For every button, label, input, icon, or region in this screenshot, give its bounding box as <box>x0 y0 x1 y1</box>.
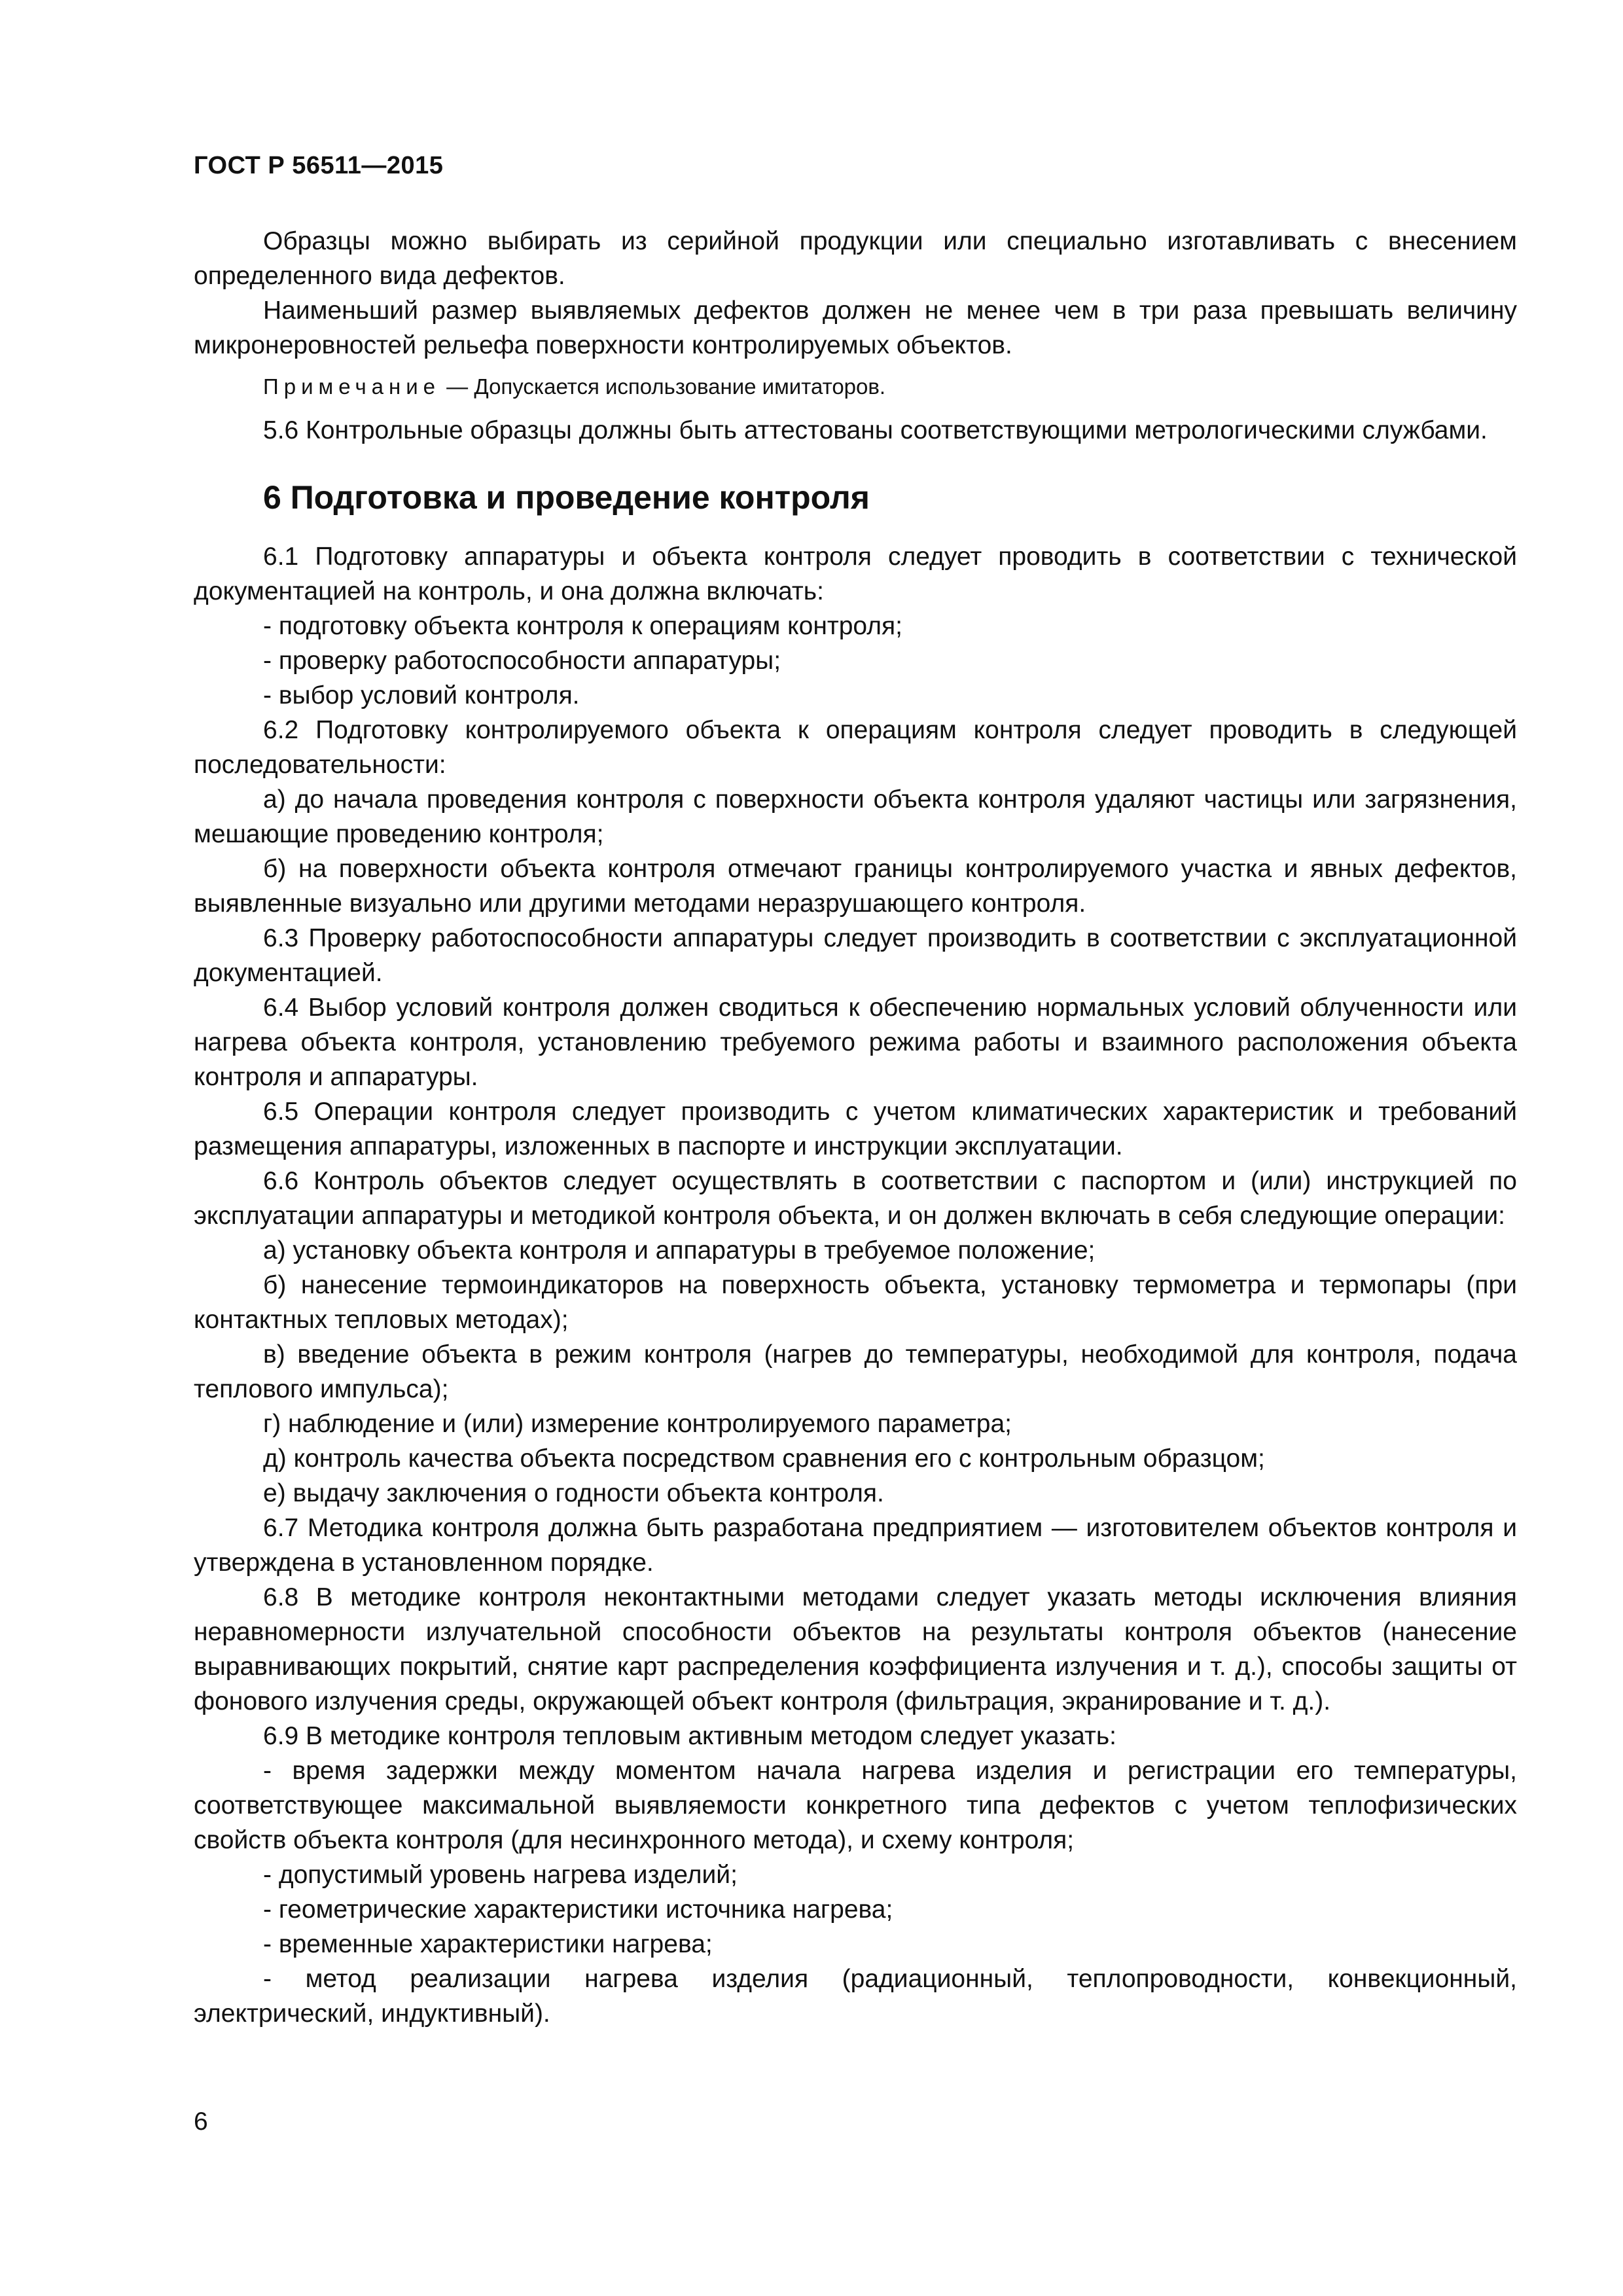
paragraph-6-5: 6.5 Операции контроля следует производить с учетом климатических характеристик и требований размещения аппаратуры, изложенных в паспорте и инструкции эксплуатации. <box>194 1098 1517 1160</box>
page-number: 6 <box>194 2108 208 2136</box>
paragraph-6-3: 6.3 Проверку работоспособности аппаратуры следует производить в соответствии с эксплуатационной документацией. <box>194 924 1517 987</box>
list-item: - проверку работоспособности аппаратуры; <box>263 647 781 675</box>
list-item: в) введение объекта в режим контроля (нагрев до температуры, необходимой для контроля, подача теплового импульса); <box>194 1340 1517 1403</box>
page-content <box>194 224 1517 2031</box>
paragraph-5-6: 5.6 Контрольные образцы должны быть аттестованы соответствующими метрологическими службами. <box>263 416 1488 444</box>
paragraph-6-8: 6.8 В методике контроля неконтактными методами следует указать методы исключения влияния неравномерности излучательной способности объектов на результаты контроля объектов (нанесение выравнивающих покрытий, снятие карт распределения коэффициента излучения и т. д.), способы защиты от фонового излучения среды, окружающей объект контроля (фильтрация, экранирование и т. д.). <box>194 1583 1517 1715</box>
list-item: - подготовку объекта контроля к операциям контроля; <box>263 612 902 640</box>
paragraph-6-4: 6.4 Выбор условий контроля должен сводиться к обеспечению нормальных условий облученности или нагрева объекта контроля, установлению требуемого режима работы и взаимного расположения объекта контроля и аппаратуры. <box>194 994 1517 1091</box>
section-heading: 6 Подготовка и проведение контроля <box>263 479 870 516</box>
list-item: - допустимый уровень нагрева изделий; <box>263 1861 738 1889</box>
list-item: а) установку объекта контроля и аппаратуры в требуемое положение; <box>263 1236 1096 1265</box>
list-item: - метод реализации нагрева изделия (радиационный, теплопроводности, конвекционный, электрический, индуктивный). <box>194 1965 1517 2028</box>
list-item: - геометрические характеристики источника нагрева; <box>263 1895 893 1924</box>
paragraph-6-9: 6.9 В методике контроля тепловым активным методом следует указать: <box>263 1722 1117 1750</box>
note <box>194 369 1517 404</box>
list-item: б) на поверхности объекта контроля отмечают границы контролируемого участка и явных дефектов, выявленные визуально или другими методами неразрушающего контроля. <box>194 855 1517 918</box>
paragraph: Образцы можно выбирать из серийной продукции или специально изготавливать с внесением определенного вида дефектов. <box>194 227 1517 290</box>
note-label: Примечание <box>263 374 441 399</box>
list-item: г) наблюдение и (или) измерение контролируемого параметра; <box>263 1410 1012 1438</box>
list-item: д) контроль качества объекта посредством сравнения его с контрольным образцом; <box>263 1444 1265 1473</box>
paragraph: Наименьший размер выявляемых дефектов должен не менее чем в три раза превышать величину микронеровностей рельефа поверхности контролируемых объектов. <box>194 296 1517 359</box>
list-item: а) до начала проведения контроля с поверхности объекта контроля удаляют частицы или загрязнения, мешающие проведению контроля; <box>194 785 1517 848</box>
paragraph-6-1: 6.1 Подготовку аппаратуры и объекта контроля следует проводить в соответствии с технической документацией на контроль, и она должна включать: <box>194 543 1517 605</box>
paragraph-6-2: 6.2 Подготовку контролируемого объекта к операциям контроля следует проводить в следующей последовательности: <box>194 716 1517 779</box>
list-item: - временные характеристики нагрева; <box>263 1930 713 1958</box>
paragraph-6-7: 6.7 Методика контроля должна быть разработана предприятием — изготовителем объектов контроля и утверждена в установленном порядке. <box>194 1514 1517 1577</box>
list-item: - выбор условий контроля. <box>263 681 580 709</box>
list-item: е) выдачу заключения о годности объекта контроля. <box>263 1479 884 1507</box>
note-text: — Допускается использование имитаторов. <box>440 374 886 399</box>
list-item: б) нанесение термоиндикаторов на поверхность объекта, установку термометра и термопары (при контактных тепловых методах); <box>194 1271 1517 1334</box>
document-header: ГОСТ Р 56511—2015 <box>194 152 444 179</box>
list-item: - время задержки между моментом начала нагрева изделия и регистрации его температуры, соответствующее максимальной выявляемости конкретного типа дефектов с учетом теплофизических свойств объекта контроля (для несинхронного метода), и схему контроля; <box>194 1757 1517 1854</box>
paragraph-6-6: 6.6 Контроль объектов следует осуществлять в соответствии с паспортом и (или) инструкцией по эксплуатации аппаратуры и методикой контроля объекта, и он должен включать в себя следующие операции: <box>194 1167 1517 1230</box>
